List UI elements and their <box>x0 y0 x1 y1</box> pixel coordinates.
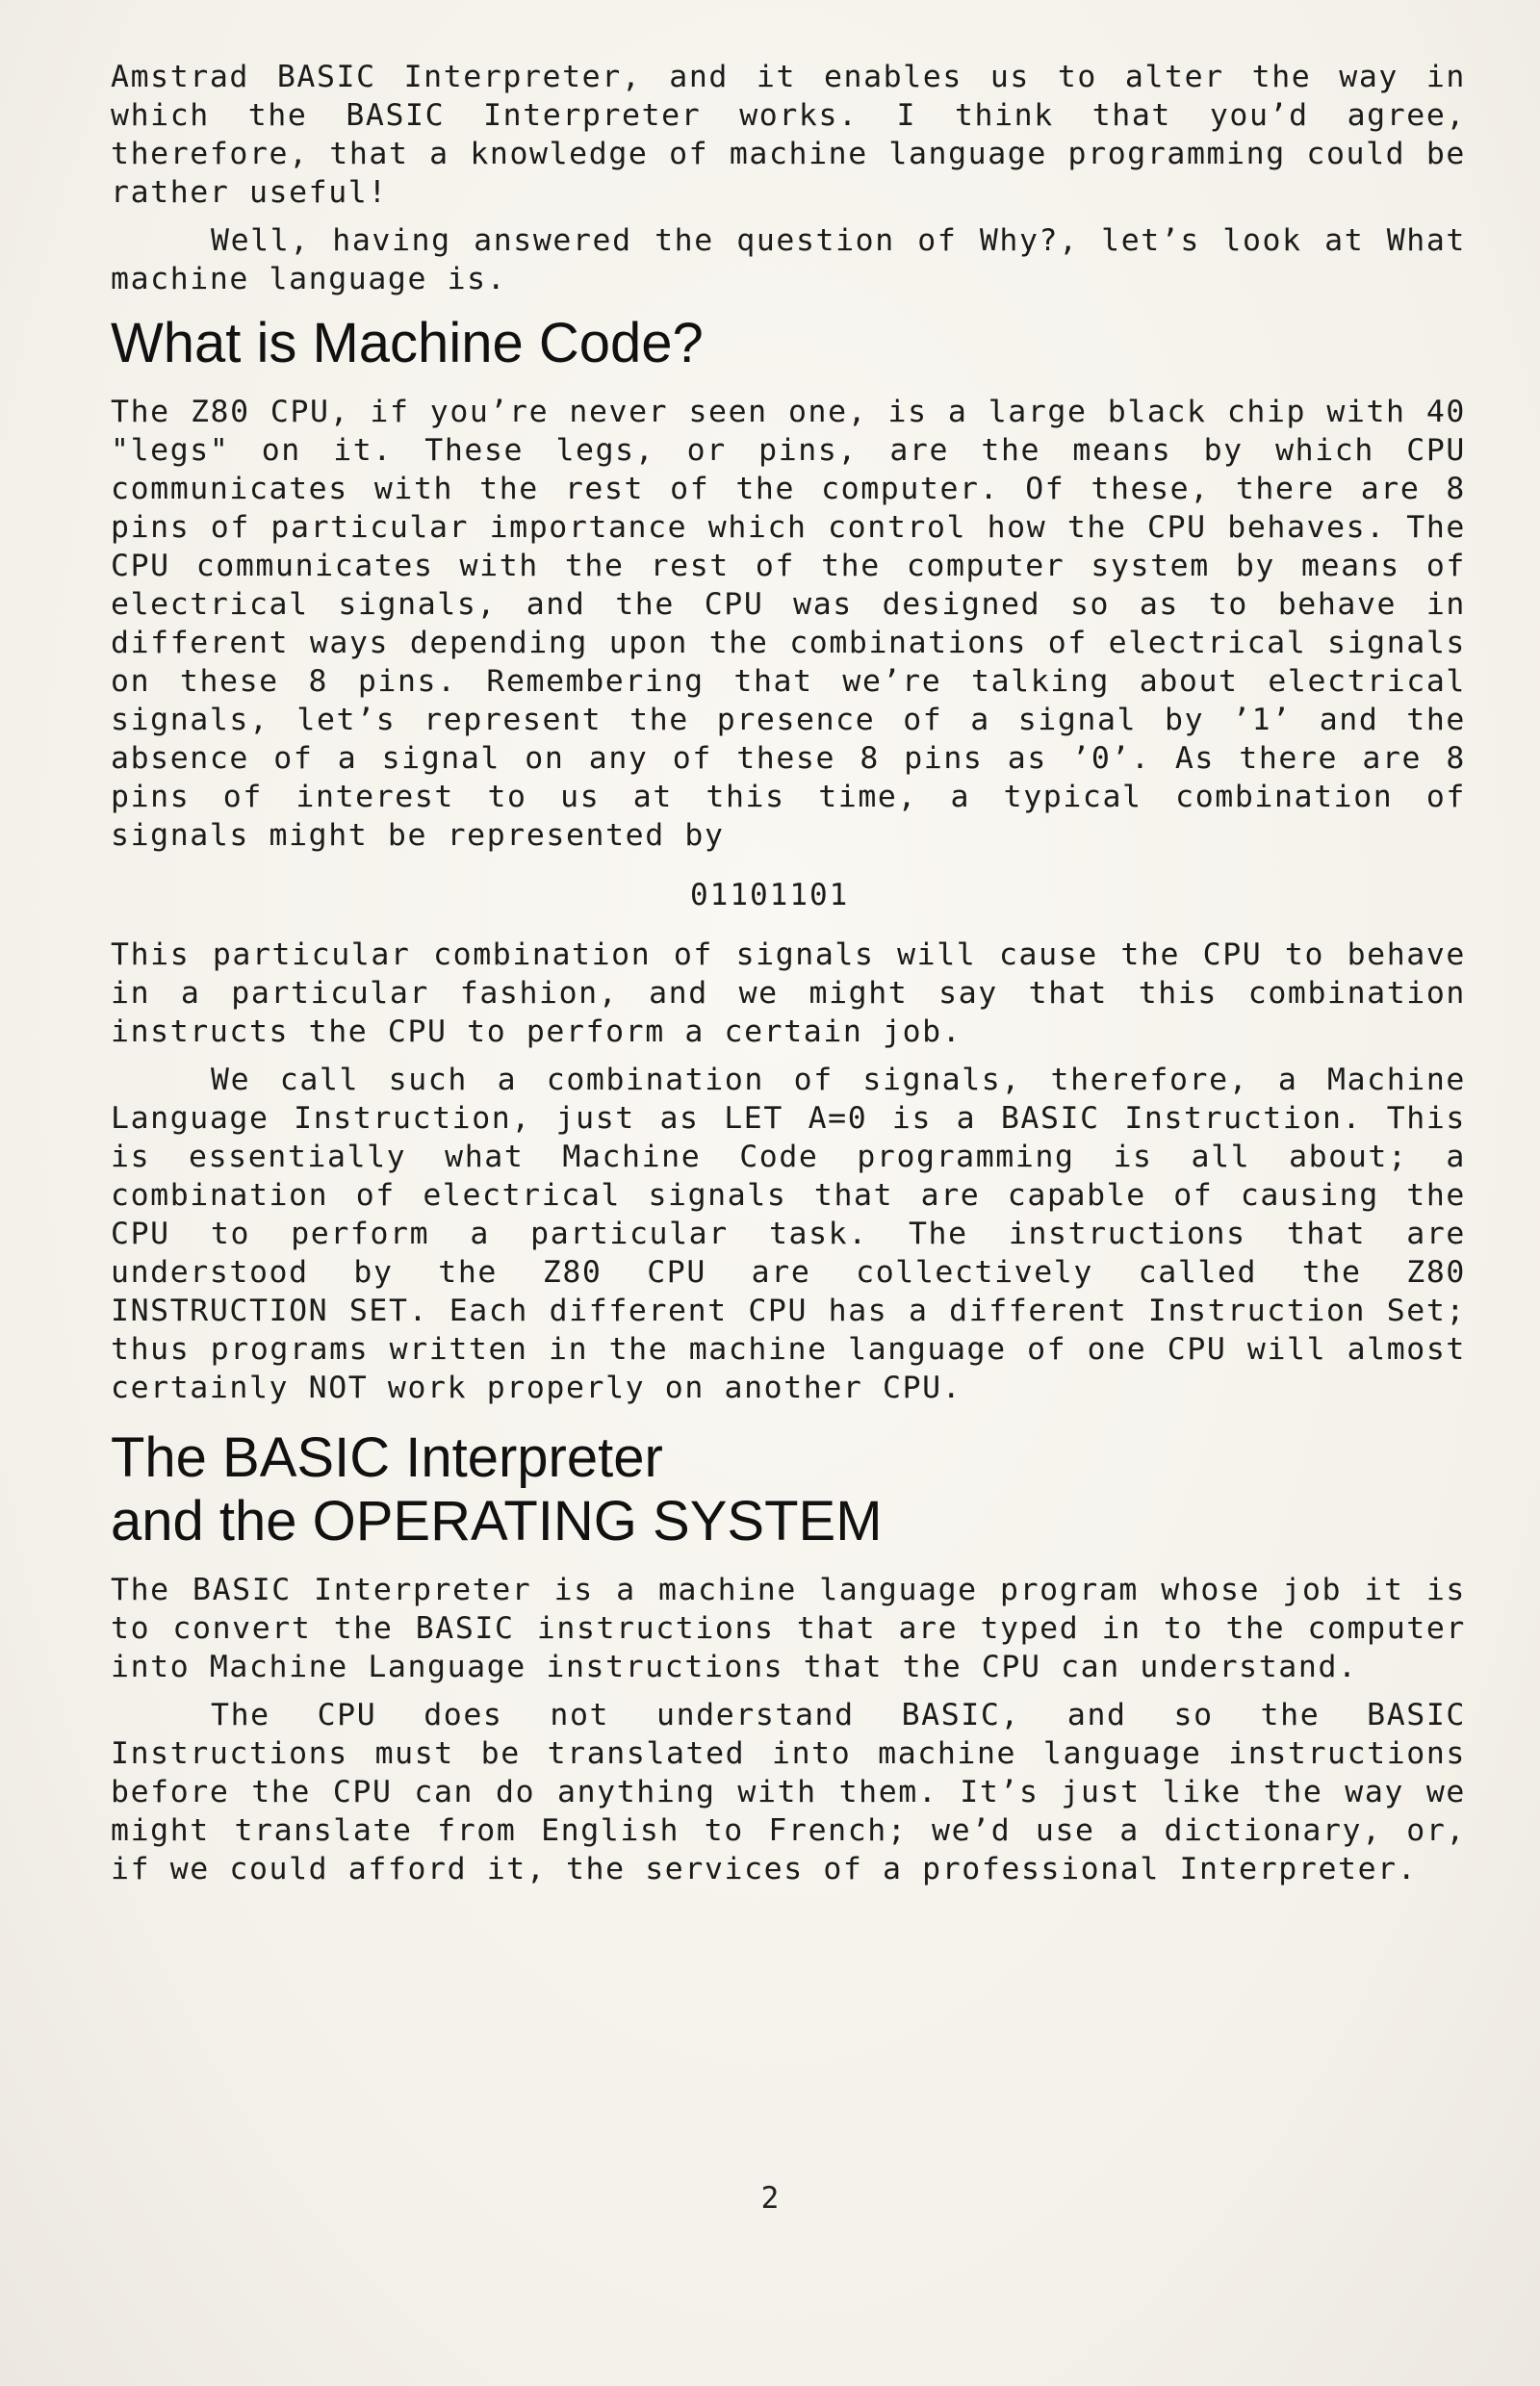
binary-code-example: 01101101 <box>690 878 850 912</box>
body-paragraph: The Z80 CPU, if you’re never seen one, is a large black chip with 40 "legs" on it. These legs, or pins, are the means by which CPU communicates with the rest of the computer. Of these, there are 8 pins of particular importance which control how the CPU behaves. The CPU communicates with the rest of the computer system by means of electrical signals, and the CPU was designed so as to behave in different ways depending upon the combinations of electrical signals on these 8 pins. Remembering that we’re talking about electrical signals, let’s represent the presence of a signal by ’1’ and the absence of a signal on any of these 8 pins as ’0’. As there are 8 pins of interest to us at this time, a typical combination of signals might be represented by <box>111 395 1466 853</box>
body-paragraph: This particular combination of signals will cause the CPU to behave in a particular fashion, and we might say that this combination instructs the CPU to perform a certain job. <box>111 937 1466 1049</box>
intro-paragraph: Amstrad BASIC Interpreter, and it enables us to alter the way in which the BASIC Interpreter works. I think that you’d agree, therefore, that a knowledge of machine language programming could be rather useful! <box>111 60 1466 210</box>
page-number: 2 <box>760 2181 780 2216</box>
body-paragraph: The BASIC Interpreter is a machine language program whose job it is to convert the BASIC instructions that are typed in to the computer into Machine Language instructions that the CPU can understand. <box>111 1573 1466 1684</box>
body-paragraph: The CPU does not understand BASIC, and so the BASIC Instructions must be translated into machine language instructions before the CPU can do anything with them. It’s just like the way we might translate from English to French; we’d use a dictionary, or, if we could afford it, the services of a professional Interpreter. <box>111 1698 1466 1886</box>
section-heading-line: and the OPERATING SYSTEM <box>111 1490 883 1552</box>
section-heading-line: The BASIC Interpreter <box>111 1426 663 1489</box>
section-heading-machine-code: What is Machine Code? <box>111 312 704 374</box>
page-content <box>111 58 1466 1888</box>
body-paragraph: We call such a combination of signals, therefore, a Machine Language Instruction, just as LET A=0 is a BASIC Instruction. This is essentially what Machine Code programming is all about; a combination of electrical signals that are capable of causing the CPU to perform a particular task. The instructions that are understood by the Z80 CPU are collectively called the Z80 INSTRUCTION SET. Each different CPU has a different Instruction Set; thus programs written in the machine language of one CPU will almost certainly NOT work properly on another CPU. <box>111 1063 1466 1405</box>
section-heading-basic-interpreter <box>111 1426 1466 1553</box>
intro-paragraph: Well, having answered the question of Why?, let’s look at What machine language is. <box>111 223 1466 296</box>
